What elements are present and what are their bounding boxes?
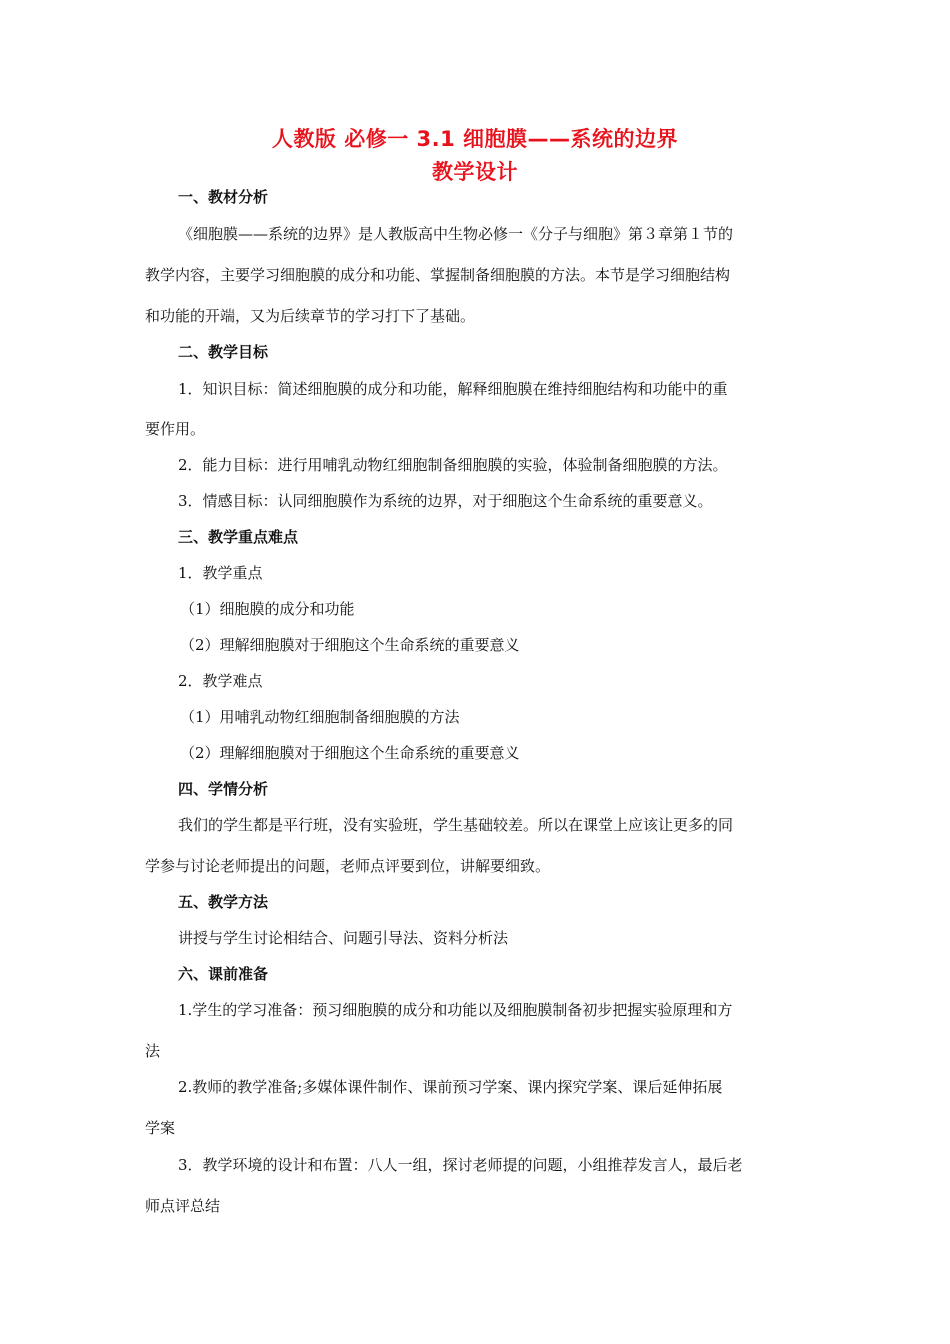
section-heading-textbook-analysis: 一、教材分析	[178, 188, 269, 206]
section-heading-teaching-methods: 五、教学方法	[178, 893, 269, 911]
paragraph-line: 《细胞膜——系统的边界》是人教版高中生物必修一《分子与细胞》第３章第１节的	[178, 225, 734, 243]
paragraph-line: 2．能力目标：进行用哺乳动物红细胞制备细胞膜的实验，体验制备细胞膜的方法。	[178, 456, 728, 474]
paragraph-line: 法	[145, 1042, 161, 1060]
paragraph-line: 3．教学环境的设计和布置：八人一组，探讨老师提的问题，小组推荐发言人，最后老	[178, 1156, 743, 1174]
list-item: 1．教学重点	[178, 564, 263, 582]
list-item: （1）细胞膜的成分和功能	[180, 600, 355, 618]
document-subtitle: 教学设计	[432, 160, 518, 184]
list-item: （2）理解细胞膜对于细胞这个生命系统的重要意义	[180, 636, 520, 654]
paragraph-line: 学参与讨论老师提出的问题，老师点评要到位，讲解要细致。	[145, 857, 551, 875]
list-item: （1）用哺乳动物红细胞制备细胞膜的方法	[180, 708, 460, 726]
paragraph-line: 讲授与学生讨论相结合、问题引导法、资料分析法	[178, 929, 509, 947]
paragraph-line: 要作用。	[145, 420, 206, 438]
list-item: 2．教学难点	[178, 672, 263, 690]
paragraph-line: 2.教师的教学准备;多媒体课件制作、课前预习学案、课内探究学案、课后延伸拓展	[178, 1078, 723, 1096]
paragraph-line: 1.学生的学习准备：预习细胞膜的成分和功能以及细胞膜制备初步把握实验原理和方	[178, 1001, 733, 1019]
paragraph-line: 我们的学生都是平行班，没有实验班，学生基础较差。所以在课堂上应该让更多的同	[178, 816, 734, 834]
document-title: 人教版 必修一 3.1 细胞膜——系统的边界	[271, 127, 679, 151]
section-heading-key-points: 三、教学重点难点	[178, 528, 299, 546]
section-heading-student-analysis: 四、学情分析	[178, 780, 269, 798]
paragraph-line: 3．情感目标：认同细胞膜作为系统的边界，对于细胞这个生命系统的重要意义。	[178, 492, 713, 510]
paragraph-line: 1．知识目标：简述细胞膜的成分和功能，解释细胞膜在维持细胞结构和功能中的重	[178, 380, 728, 398]
paragraph-line: 和功能的开端，又为后续章节的学习打下了基础。	[145, 307, 476, 325]
paragraph-line: 师点评总结	[145, 1197, 221, 1215]
section-heading-preparation: 六、课前准备	[178, 965, 269, 983]
list-item: （2）理解细胞膜对于细胞这个生命系统的重要意义	[180, 744, 520, 762]
paragraph-line: 教学内容，主要学习细胞膜的成分和功能、掌握制备细胞膜的方法。本节是学习细胞结构	[145, 266, 731, 284]
section-heading-teaching-goals: 二、教学目标	[178, 343, 269, 361]
paragraph-line: 学案	[145, 1119, 176, 1137]
